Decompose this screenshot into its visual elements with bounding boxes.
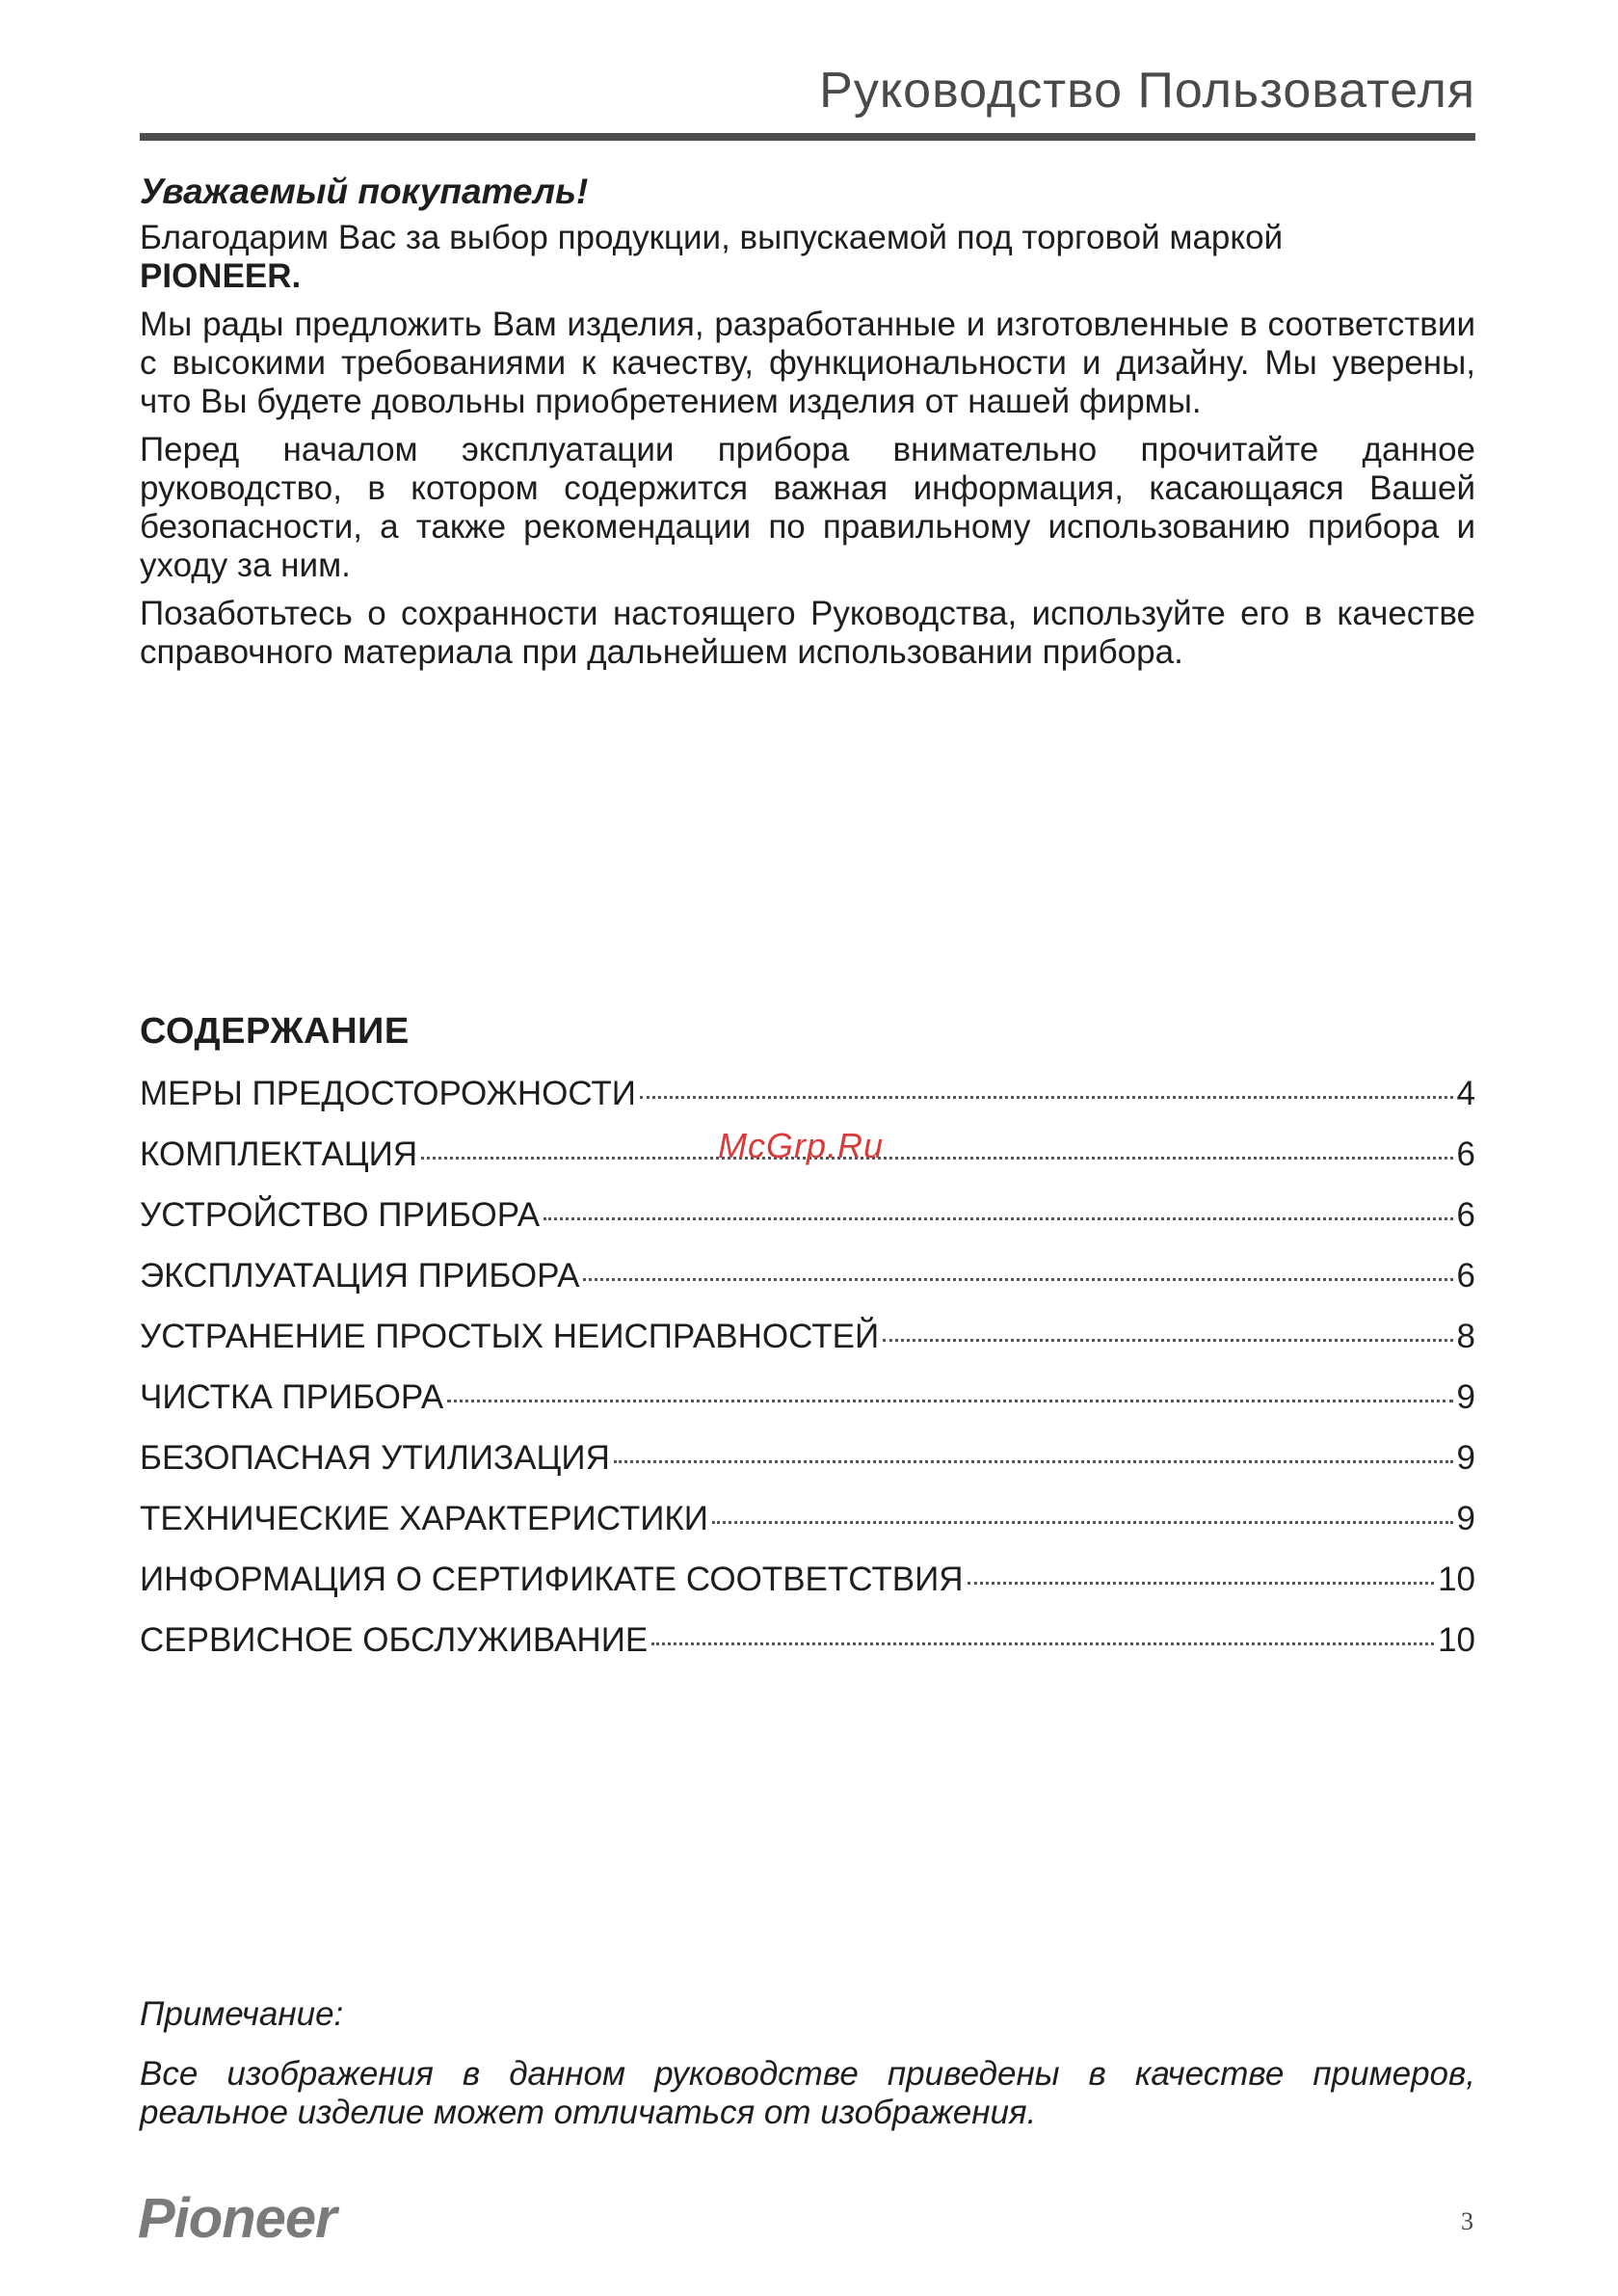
toc-entry-label: КОМПЛЕКТАЦИЯ	[140, 1135, 418, 1173]
toc-entry-page: 4	[1456, 1075, 1475, 1112]
pioneer-logo: Pioneer	[138, 2187, 336, 2250]
note-section	[140, 1995, 1475, 2132]
thanks-text: Благодарим Вас за выбор продукции, выпускаемой под торговой маркой	[140, 219, 1284, 256]
toc-entry[interactable]	[140, 1255, 1475, 1316]
toc-entry-page: 6	[1456, 1135, 1475, 1173]
toc-entry-label: ЭКСПЛУАТАЦИЯ ПРИБОРА	[140, 1257, 580, 1295]
toc-entry[interactable]	[140, 1498, 1475, 1559]
toc-entry[interactable]	[140, 1559, 1475, 1619]
toc-entry-label: ЧИСТКА ПРИБОРА	[140, 1378, 444, 1416]
header-divider	[140, 133, 1475, 141]
toc-entry[interactable]	[140, 1316, 1475, 1376]
toc-entry-label: ИНФОРМАЦИЯ О СЕРТИФИКАТЕ СООТВЕТСТВИЯ	[140, 1561, 964, 1598]
note-label: Примечание:	[140, 1995, 344, 2033]
toc-entry-page: 8	[1456, 1318, 1475, 1355]
toc-leader-dots	[968, 1582, 1435, 1585]
toc-leader-dots	[712, 1521, 1453, 1524]
toc-leader-dots	[614, 1460, 1453, 1463]
intro-paragraph: Мы рады предложить Вам изделия, разработанные и изготовленные в соответствии с высокими требованиями к качеству, функциональности и дизайну. Мы уверены, что Вы будете довольны приобретением изделия от нашей фирмы.	[140, 306, 1475, 420]
toc-leader-dots	[544, 1217, 1452, 1220]
note-text: Все изображения в данном руководстве приведены в качестве примеров, реальное изделие может отличаться от изображения.	[140, 2055, 1475, 2131]
toc-entry-label: БЕЗОПАСНАЯ УТИЛИЗАЦИЯ	[140, 1439, 610, 1477]
brand-name: PIONEER.	[140, 257, 302, 295]
toc-entry-page: 10	[1438, 1561, 1475, 1598]
toc-entry-page: 6	[1456, 1257, 1475, 1295]
toc-entry-page: 9	[1456, 1439, 1475, 1477]
thanks-paragraph	[140, 219, 1475, 296]
toc-entry-page: 9	[1456, 1378, 1475, 1416]
toc-entry-page: 9	[1456, 1500, 1475, 1537]
toc-leader-dots	[651, 1642, 1434, 1645]
toc-entry-label: МЕРЫ ПРЕДОСТОРОЖНОСТИ	[140, 1075, 636, 1112]
toc-entry[interactable]	[140, 1376, 1475, 1437]
toc-leader-dots	[883, 1339, 1452, 1342]
toc-leader-dots	[447, 1400, 1452, 1402]
document-title: Руководство Пользователя	[819, 63, 1475, 119]
intro-section	[140, 169, 1475, 681]
intro-paragraph: Позаботьтесь о сохранности настоящего Руководства, используйте его в качестве справочного материала при дальнейшем использовании прибора.	[140, 595, 1475, 671]
toc-entry-label: УСТРАНЕНИЕ ПРОСТЫХ НЕИСПРАВНОСТЕЙ	[140, 1318, 880, 1355]
greeting-heading: Уважаемый покупатель!	[140, 172, 589, 211]
toc-leader-dots	[421, 1157, 1452, 1160]
toc-leader-dots	[583, 1278, 1452, 1281]
toc-entry[interactable]	[140, 1437, 1475, 1498]
toc-entry-label: УСТРОЙСТВО ПРИБОРА	[140, 1196, 541, 1234]
page-number: 3	[1461, 2207, 1473, 2235]
toc-entry-page: 6	[1456, 1196, 1475, 1234]
toc-heading: СОДЕРЖАНИЕ	[140, 1011, 410, 1052]
toc-entry-label: СЕРВИСНОЕ ОБСЛУЖИВАНИЕ	[140, 1621, 649, 1659]
watermark: McGrp.Ru	[718, 1126, 885, 1165]
toc-leader-dots	[640, 1096, 1453, 1099]
toc-entry[interactable]	[140, 1194, 1475, 1255]
toc-entry[interactable]	[140, 1619, 1475, 1680]
toc-entry-page: 10	[1438, 1621, 1475, 1659]
toc-entry[interactable]	[140, 1073, 1475, 1134]
intro-paragraph: Перед началом эксплуатации прибора внимательно прочитайте данное руководство, в котором содержится важная информация, касающаяся Вашей безопасности, а также рекомендации по правильному использованию прибора и уходу за ним.	[140, 431, 1475, 584]
table-of-contents	[140, 1007, 1475, 1680]
toc-entry-label: ТЕХНИЧЕСКИЕ ХАРАКТЕРИСТИКИ	[140, 1500, 708, 1537]
